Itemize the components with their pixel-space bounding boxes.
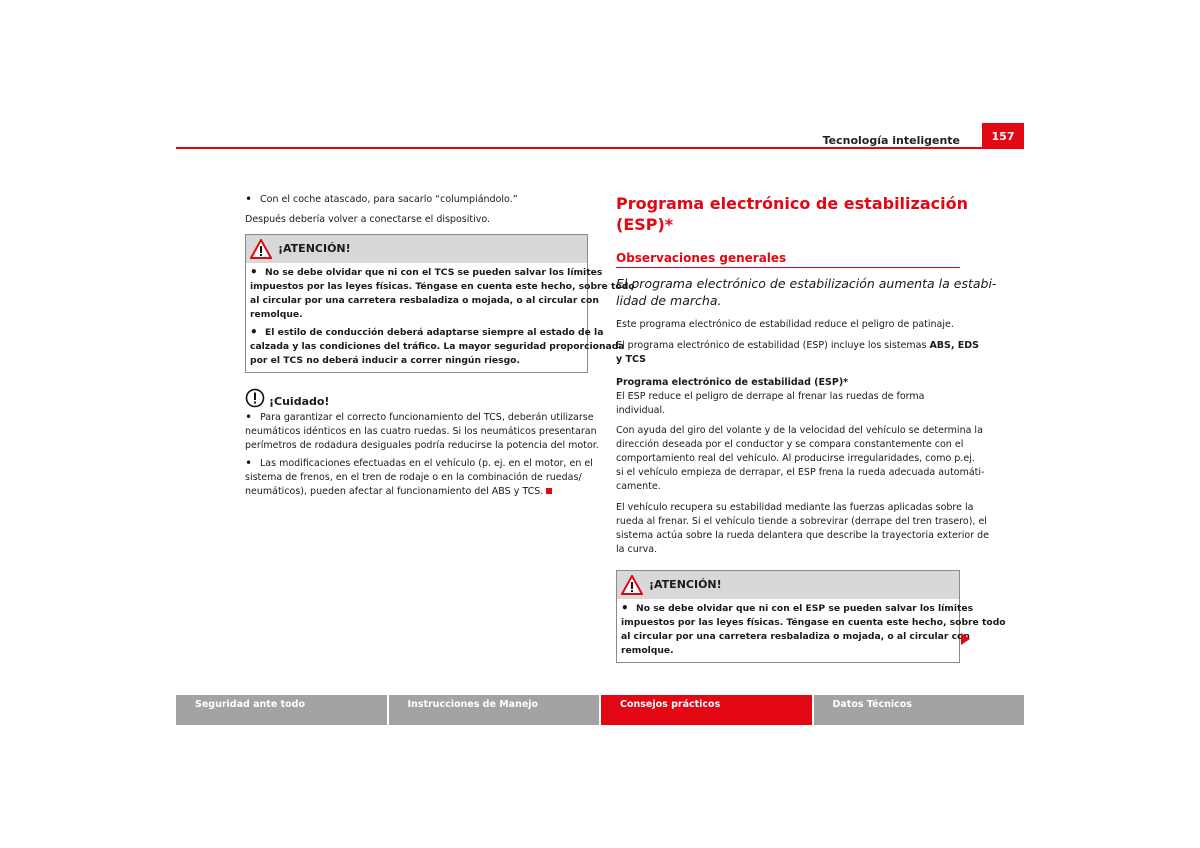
caution-line: sistema de frenos, en el tren de rodaje o en la combinación de ruedas/ xyxy=(245,472,582,483)
warning-line: calzada y las condiciones del tráfico. La mayor seguridad proporcionada xyxy=(250,341,625,352)
paragraph-bold: y TCS xyxy=(616,354,646,365)
caution-line-text: neumáticos), pueden afectar al funcionamiento del ABS y TCS. xyxy=(245,486,544,497)
header-rule xyxy=(176,147,1024,149)
caution-line: Para garantizar el correcto funcionamiento del TCS, deberán utilizarse xyxy=(260,412,594,423)
paragraph xyxy=(616,501,989,557)
warning-header xyxy=(617,571,959,599)
paragraph-line: sistema actúa sobre la rueda delantera que describe la trayectoria exterior de xyxy=(616,530,989,541)
caution-line xyxy=(245,485,588,499)
paragraph-line: la curva. xyxy=(616,544,658,555)
paragraph: Después debería volver a conectarse el dispositivo. xyxy=(245,214,491,225)
warning-title: ¡ATENCIÓN! xyxy=(649,578,722,591)
caution-box xyxy=(245,387,599,499)
left-column xyxy=(245,192,635,499)
warning-line: al circular por una carretera resbaladiza o mojada, o al circular con xyxy=(621,631,970,642)
paragraph-line: camente. xyxy=(616,481,661,492)
caution-item xyxy=(245,456,593,471)
warning-line: remolque. xyxy=(621,645,674,656)
paragraph-line: El vehículo recupera su estabilidad mediante las fuerzas aplicadas sobre la xyxy=(616,502,974,513)
warning-item xyxy=(250,325,604,340)
warning-line: impuestos por las leyes físicas. Téngase en cuenta este hecho, sobre todo xyxy=(250,281,635,292)
section-title xyxy=(616,193,968,235)
warning-item xyxy=(250,265,603,280)
bullet-icon: • xyxy=(621,601,629,615)
footer-tab-seguridad[interactable]: Seguridad ante todo xyxy=(176,695,389,725)
caution-line: perímetros de rodadura desiguales podría reducirse la potencia del motor. xyxy=(245,440,599,451)
subsection-title: Observaciones generales xyxy=(616,251,960,268)
paragraph: El ESP reduce el peligro de derrape al frenar las ruedas de forma individual. xyxy=(616,391,925,416)
caution-body xyxy=(245,410,599,499)
paragraph-line: dirección deseada por el conductor y se compara constantemente con el xyxy=(616,439,964,450)
paragraph-line: rueda al frenar. Si el vehículo tiende a sobrevirar (derrape del tren trasero), el xyxy=(616,516,987,527)
warning-triangle-icon xyxy=(250,239,272,259)
bullet-icon: • xyxy=(245,410,253,424)
warning-line: No se debe olvidar que ni con el ESP se pueden salvar los límites xyxy=(636,603,974,614)
warning-body xyxy=(617,599,1006,662)
next-page-arrow-icon[interactable] xyxy=(961,633,970,645)
caution-line: neumáticos idénticos en las cuatro ruedas. Si los neumáticos presentaran xyxy=(245,426,597,437)
paragraph: Este programa electrónico de estabilidad reduce el peligro de patinaje. xyxy=(616,319,954,330)
warning-line: al circular por una carretera resbaladiza o mojada, o al circular con xyxy=(250,295,599,306)
paragraph-line: si el vehículo empieza de derrapar, el ESP frena la rueda adecuada automáti- xyxy=(616,467,985,478)
paragraph-line: Con ayuda del giro del volante y de la velocidad del vehículo se determina la xyxy=(616,425,983,436)
page-number: 157 xyxy=(982,123,1024,149)
footer-tab-datos[interactable]: Datos Técnicos xyxy=(814,695,1025,725)
caution-exclamation-icon xyxy=(245,388,265,408)
paragraph xyxy=(616,339,980,367)
warning-line: por el TCS no deberá inducir a correr ningún riesgo. xyxy=(250,355,520,366)
header-title: Tecnología inteligente xyxy=(822,134,960,147)
bullet-icon: • xyxy=(250,325,258,339)
section-title-line: (ESP)* xyxy=(616,215,674,234)
caution-title: ¡Cuidado! xyxy=(269,395,330,408)
lead-line: El programa electrónico de estabilización aumenta la estabi- xyxy=(616,276,997,291)
warning-box xyxy=(616,570,1006,663)
lead-paragraph xyxy=(616,275,997,309)
caution-line: Las modificaciones efectuadas en el vehículo (p. ej. en el motor, en el xyxy=(260,458,593,469)
paragraph-bold: ABS, EDS xyxy=(929,340,980,351)
footer-tab-consejos[interactable]: Consejos prácticos xyxy=(601,695,814,725)
warning-line: El estilo de conducción deberá adaptarse siempre al estado de la xyxy=(265,327,604,338)
caution-item xyxy=(245,410,594,425)
warning-line: remolque. xyxy=(250,309,303,320)
paragraph-text: El programa electrónico de estabilidad (ESP) incluye los sistemas xyxy=(616,340,930,351)
warning-item xyxy=(621,601,974,616)
bullet-text: Con el coche atascado, para sacarlo “columpiándolo.” xyxy=(260,194,518,205)
caution-header xyxy=(245,387,588,409)
bullet-icon: • xyxy=(245,192,253,206)
end-of-section-mark xyxy=(546,488,552,494)
warning-triangle-icon xyxy=(621,575,643,595)
lead-line: lidad de marcha. xyxy=(616,293,722,308)
bullet-item xyxy=(245,193,588,207)
footer-tab-instrucciones[interactable]: Instrucciones de Manejo xyxy=(389,695,602,725)
paragraph-line: comportamiento real del vehículo. Al producirse irregularidades, como p.ej. xyxy=(616,453,975,464)
subheading: Programa electrónico de estabilidad (ESP)* xyxy=(616,377,849,388)
warning-line: No se debe olvidar que ni con el TCS se pueden salvar los límites xyxy=(265,267,603,278)
warning-title: ¡ATENCIÓN! xyxy=(278,242,351,255)
warning-header xyxy=(246,235,587,263)
bullet-icon: • xyxy=(245,456,253,470)
bullet-icon: • xyxy=(250,265,258,279)
section-title-line: Programa electrónico de estabilización xyxy=(616,194,968,213)
paragraph xyxy=(616,424,985,494)
right-column xyxy=(616,193,1006,663)
warning-line: impuestos por las leyes físicas. Téngase en cuenta este hecho, sobre todo xyxy=(621,617,1006,628)
footer-nav xyxy=(176,695,1024,725)
